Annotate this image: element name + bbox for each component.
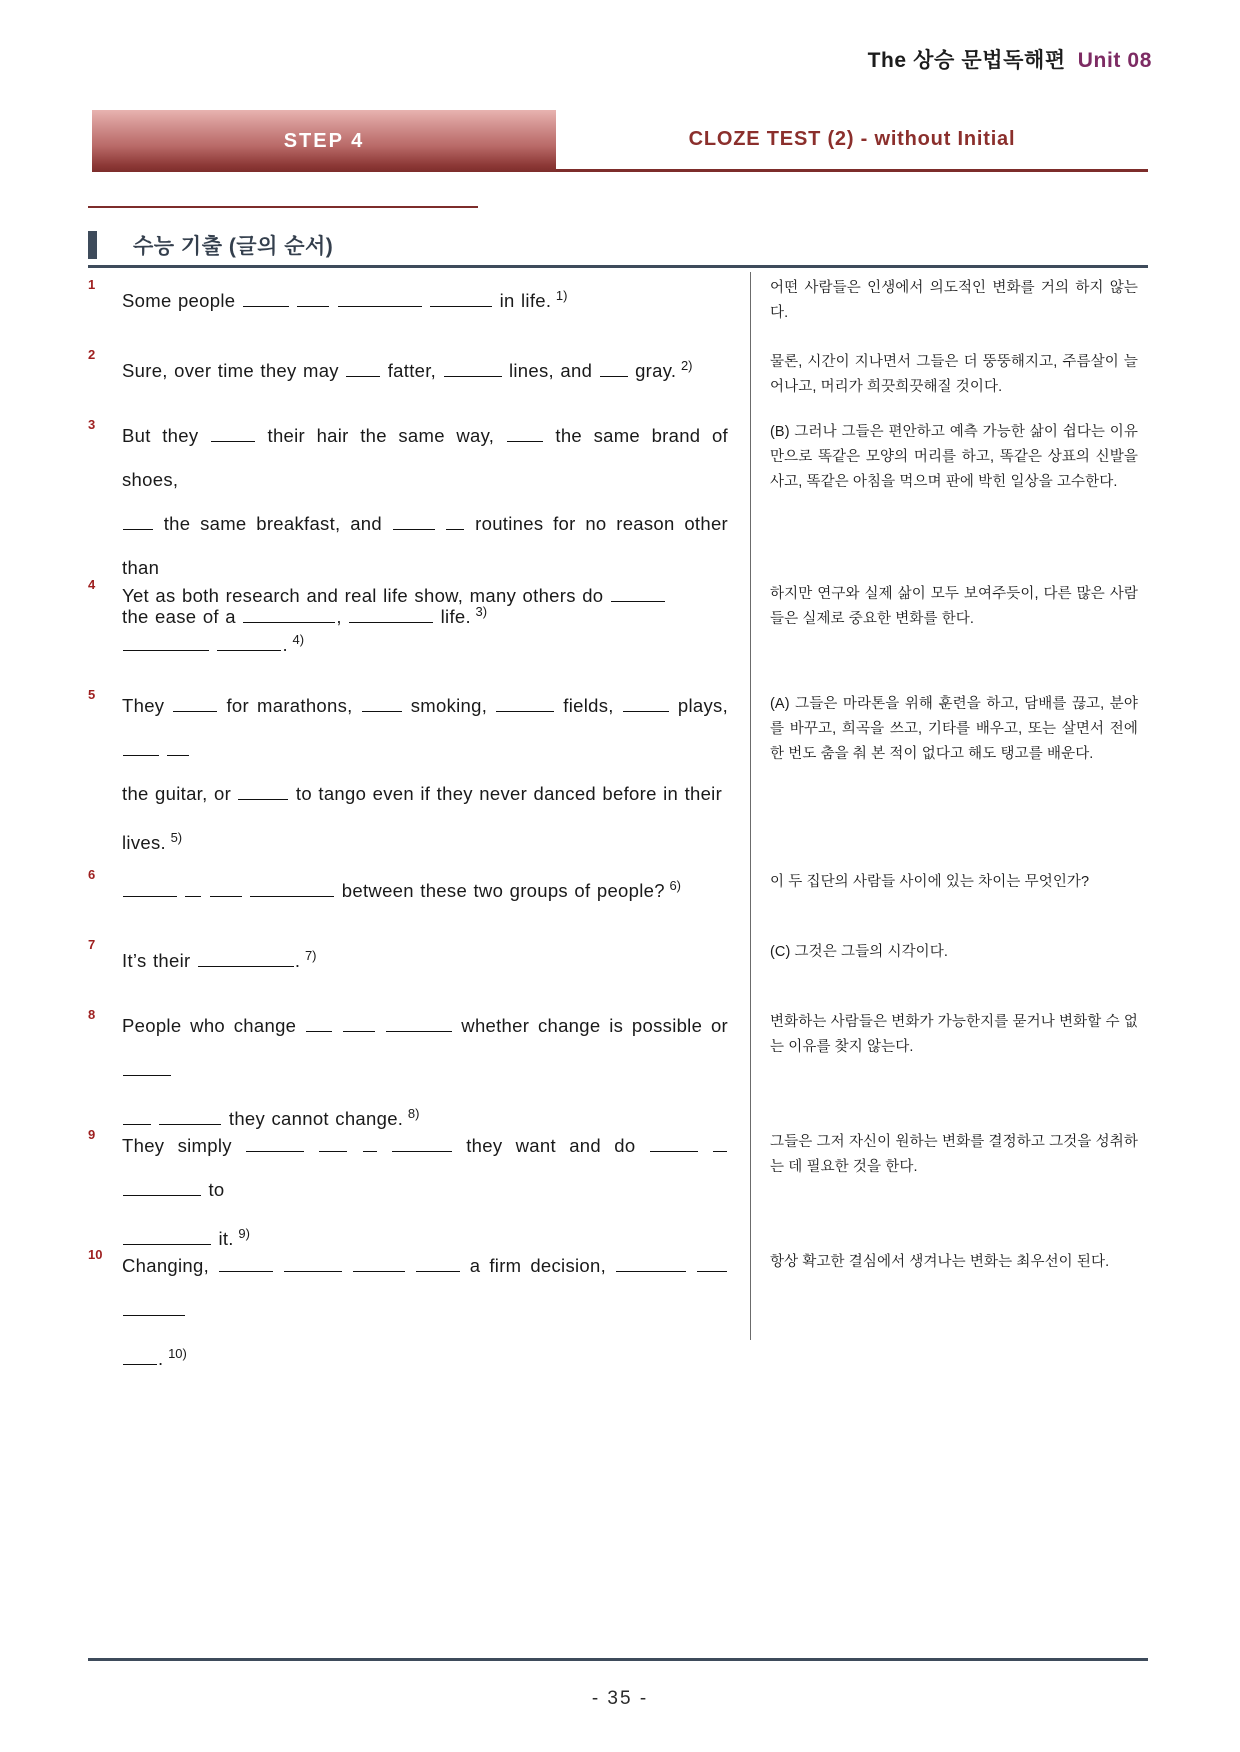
answer-blank[interactable] [393,512,435,530]
question-row [88,934,728,983]
answer-blank[interactable] [123,512,153,530]
translation-block: (C) 그것은 그들의 시각이다. [770,944,949,960]
answer-blank[interactable] [713,1134,727,1152]
question-line: Sure, over time they may fatter, lines, and gray. $^{2)}$ [122,358,693,382]
question-row [88,574,728,667]
worksheet-body [88,272,1148,1370]
answer-blank[interactable] [600,359,628,377]
question-line: the same breakfast, and routines for no reason other than [122,513,728,578]
section-accent-bar [88,231,97,259]
answer-blank[interactable] [650,1134,698,1152]
question-number: 9 [88,1127,96,1142]
answer-blank[interactable] [167,738,189,756]
question-row [88,274,728,323]
answer-blank[interactable] [496,694,554,712]
source-reference: 5) [165,830,183,845]
question-row [88,1004,728,1141]
answer-blank[interactable] [362,694,402,712]
question-line: Yet as both research and real life show, many others do [122,574,728,618]
question-row [88,684,728,865]
question-body [122,1004,728,1141]
cloze-test-title: CLOZE TEST (2) - without Initial [688,128,1016,150]
question-number: 6 [88,867,96,882]
question-line: . $^{4)}$ [122,618,728,667]
step-banner-row [92,110,1148,172]
column-divider [750,272,751,1340]
step-banner-label: STEP 4 [283,129,365,152]
question-row [88,344,728,393]
answer-blank[interactable] [319,1134,347,1152]
question-line: . $^{10)}$ [122,1332,728,1381]
question-row [88,1124,728,1261]
answer-blank[interactable] [211,424,255,442]
answer-blank[interactable] [306,1014,332,1032]
question-number: 4 [88,577,96,592]
question-line: between these two groups of people? $^{6)}$ [122,864,728,913]
answer-blank[interactable] [623,694,669,712]
question-line: Some people in life. $^{1)}$ [122,288,568,312]
section-top-rule [88,206,478,208]
answer-blank[interactable] [198,949,294,967]
book-title: The 상승 문법독해편 [867,49,1066,72]
question-number: 8 [88,1007,96,1022]
translation-block: (B) 그러나 그들은 편안하고 예측 가능한 삶이 쉽다는 이유만으로 똑같은 모양의 머리를 하고, 똑같은 상표의 신발을 사고, 똑같은 아침을 먹으며 판에 박힌 일상을 고수한다. [770,424,1138,490]
translation-block: 항상 확고한 결심에서 생겨나는 변화는 최우선이 된다. [770,1254,1110,1270]
question-line: they cannot change. $^{8)}$ [122,1092,728,1141]
question-body [122,274,728,323]
answer-blank[interactable] [123,738,159,756]
answer-blank[interactable] [346,359,380,377]
footer-rule [88,1658,1148,1661]
question-line: They simply they want and do to [122,1124,728,1212]
answer-blank[interactable] [123,879,177,897]
answer-blank[interactable] [123,1298,185,1316]
source-reference: 10) [163,1346,187,1361]
answer-blank[interactable] [363,1134,377,1152]
question-row [88,1244,728,1381]
source-reference: 3) [470,604,488,619]
answer-blank[interactable] [219,1254,273,1272]
question-line: It’s their . $^{7)}$ [122,948,317,972]
answer-blank[interactable] [123,1058,171,1076]
answer-blank[interactable] [173,694,217,712]
answer-blank[interactable] [386,1014,452,1032]
question-row [88,864,728,913]
translation-block: 물론, 시간이 지나면서 그들은 더 뚱뚱해지고, 주름살이 늘어나고, 머리가 희끗희끗해질 것이다. [770,354,1138,395]
source-reference: 7) [300,948,317,963]
question-number: 5 [88,687,96,702]
question-number: 1 [88,277,96,292]
question-number: 3 [88,417,96,432]
question-number: 7 [88,937,96,952]
answer-blank[interactable] [430,289,492,307]
answer-blank[interactable] [444,359,502,377]
answer-blank[interactable] [123,1347,157,1365]
answer-blank[interactable] [185,879,201,897]
answer-blank[interactable] [123,1227,211,1245]
translation-block: 어떤 사람들은 인생에서 의도적인 변화를 거의 하지 않는다. [770,280,1138,321]
section-title-row [88,230,1148,268]
translation-block: (A) 그들은 마라톤을 위해 훈련을 하고, 담배를 끊고, 분야를 바꾸고, 희곡을 쓰고, 기타를 배우고, 또는 살면서 전에 한 번도 춤을 춰 본 적이 없다고 해도 탱고를 배운다. [770,696,1138,762]
question-body [122,1124,728,1261]
question-line: the ease of a , life. $^{3)}$ [122,604,488,628]
answer-blank[interactable] [246,1134,304,1152]
answer-blank[interactable] [297,289,329,307]
question-number: 10 [88,1247,103,1262]
cloze-title-container [556,110,1148,172]
question-body [122,1244,728,1381]
answer-blank[interactable] [159,1107,221,1125]
answer-blank[interactable] [210,879,242,897]
question-body [122,864,728,913]
question-number: 2 [88,347,96,362]
question-line: People who change whether change is possible or [122,1004,728,1092]
translation-block: 그들은 그저 자신이 원하는 변화를 결정하고 그것을 성취하는 데 필요한 것을 한다. [770,1134,1138,1175]
answer-blank[interactable] [238,782,288,800]
source-reference: 4) [287,632,305,647]
question-body [122,344,728,393]
answer-blank[interactable] [507,424,543,442]
question-line: lives. $^{5)}$ [122,830,183,854]
question-line: Changing, a firm decision, [122,1244,728,1332]
answer-blank[interactable] [697,1254,727,1272]
question-body [122,684,728,865]
question-line: it. $^{9)}$ [122,1212,728,1261]
page-header [868,44,1152,74]
answer-blank[interactable] [446,512,464,530]
answer-blank[interactable] [123,1107,151,1125]
answer-blank[interactable] [416,1254,460,1272]
translation-block: 하지만 연구와 실제 삶이 모두 보여주듯이, 다른 많은 사람들은 실제로 중요한 변화를 한다. [770,586,1138,627]
translation-block: 변화하는 사람들은 변화가 가능한지를 묻거나 변화할 수 없는 이유를 찾지 않는다. [770,1014,1138,1055]
question-line: But they their hair the same way, the same brand of shoes, [122,425,728,490]
answer-blank[interactable] [217,633,281,651]
answer-blank[interactable] [123,1178,201,1196]
question-line: the guitar, or to tango even if they never danced before in their [122,783,723,804]
source-reference: 6) [664,878,681,893]
answer-blank[interactable] [611,584,665,602]
answer-blank[interactable] [353,1254,405,1272]
question-line: They for marathons, smoking, fields, plays, [122,684,728,772]
source-reference: 1) [551,288,568,303]
translation-block: 이 두 집단의 사람들 사이에 있는 차이는 무엇인가? [770,874,1090,890]
source-reference: 8) [403,1106,420,1121]
answer-blank[interactable] [284,1254,342,1272]
answer-blank[interactable] [123,633,209,651]
answer-blank[interactable] [343,1014,375,1032]
section-title: 수능 기출 (글의 순서) [133,235,334,258]
question-body [122,574,728,667]
answer-blank[interactable] [250,879,334,897]
source-reference: 9) [233,1226,250,1241]
answer-blank[interactable] [392,1134,452,1152]
question-body [122,934,728,983]
answer-blank[interactable] [338,289,422,307]
answer-blank[interactable] [616,1254,686,1272]
section-header [88,206,1148,268]
unit-label: Unit 08 [1077,49,1152,72]
answer-blank[interactable] [243,289,289,307]
source-reference: 2) [676,358,693,373]
page-number: - 35 - [591,1688,649,1709]
step-banner [92,110,556,172]
